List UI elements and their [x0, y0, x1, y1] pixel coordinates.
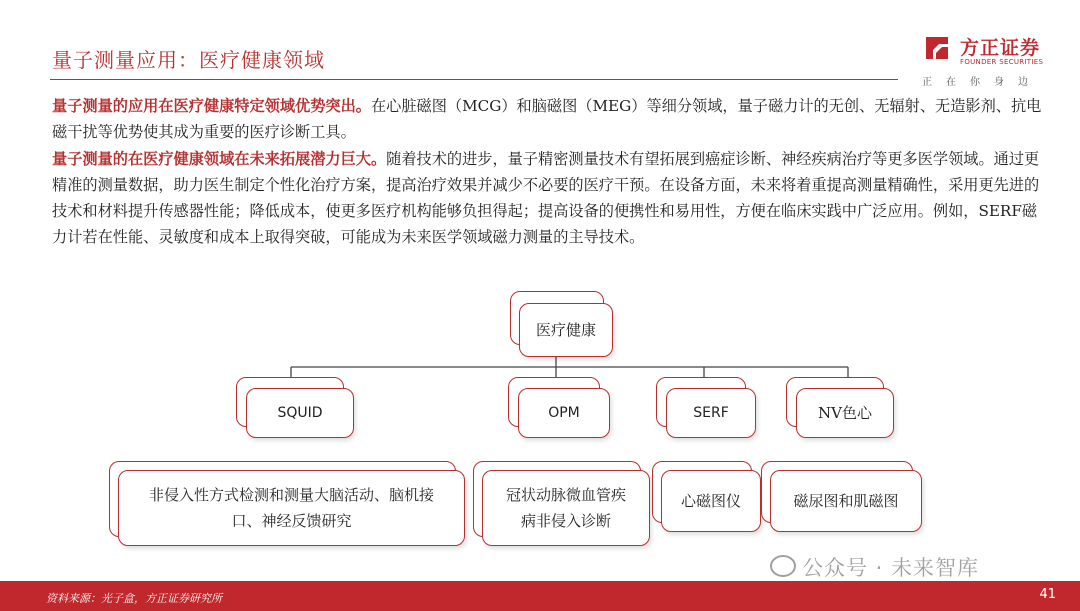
page-number: 41 [1039, 587, 1056, 602]
paragraph-2 [52, 146, 1052, 250]
watermark [770, 552, 979, 582]
watermark-text: 公众号 · 未来智库 [802, 556, 980, 580]
source-note: 资料来源：光子盒，方正证券研究所 [46, 592, 222, 605]
tech-node-squid [246, 388, 354, 438]
title-divider [50, 79, 898, 80]
app-node-label: 心磁图仪 [680, 492, 741, 510]
page-title: 量子测量应用：医疗健康领域 [52, 48, 325, 72]
app-node-label: 冠状动脉微血管疾病非侵入诊断 [505, 486, 626, 530]
tech-node-label: SERF [693, 405, 729, 421]
paragraph-2-highlight: 量子测量的在医疗健康领域在未来拓展潜力巨大。 [52, 150, 387, 168]
paragraph-2-text: 随着技术的进步，量子精密测量技术有望拓展到癌症诊断、神经疾病治疗等更多医学领域。通过更精准的测量数据，助力医生制定个性化治疗方案，提高治疗效果并减少不必要的医疗干预。在设备方面，未来将着重提高测量精确性，采用更先进的技术和材料提升传感器性能；降低成本，使更多医疗机构能够负担得起；提高设备的便携性和易用性，方便在临床实践中广泛应用。例如，SERF磁力计若在性能、灵敏度和成本上取得突破，可能成为未来医学领域磁力测量的主导技术。 [52, 150, 1040, 246]
brand-logo [920, 31, 1060, 89]
root-node-label: 医疗健康 [535, 321, 596, 339]
app-node-nv [770, 470, 922, 532]
tech-node-opm [518, 388, 610, 438]
tech-node-nv [796, 388, 894, 438]
root-node [519, 303, 613, 357]
paragraph-1-highlight: 量子测量的应用在医疗健康特定领域优势突出。 [52, 97, 371, 115]
app-node-label: 非侵入性方式检测和测量大脑活动、脑机接口、神经反馈研究 [148, 486, 434, 530]
paragraph-1-text: 在心脏磁图（MCG）和脑磁图（MEG）等细分领域，量子磁力计的无创、无辐射、无造影剂、抗电磁干扰等优势使其成为重要的医疗诊断工具。 [52, 97, 1042, 141]
founder-logo-icon [922, 33, 952, 63]
tech-node-serf [666, 388, 756, 438]
tech-node-label: OPM [548, 405, 580, 421]
paragraph-1 [52, 93, 1052, 145]
logo-tagline: 正在你身边 [922, 77, 1042, 88]
wechat-icon [770, 555, 796, 577]
tech-node-label: SQUID [277, 405, 323, 421]
app-node-squid [118, 470, 465, 546]
tech-node-label: NV色心 [818, 404, 872, 422]
app-node-serf [661, 470, 761, 532]
logo-name-en: FOUNDER SECURITIES [960, 58, 1044, 66]
app-node-label: 磁尿图和肌磁图 [793, 492, 899, 510]
app-node-opm [482, 470, 650, 546]
logo-name-cn: 方正证券 [960, 37, 1041, 59]
